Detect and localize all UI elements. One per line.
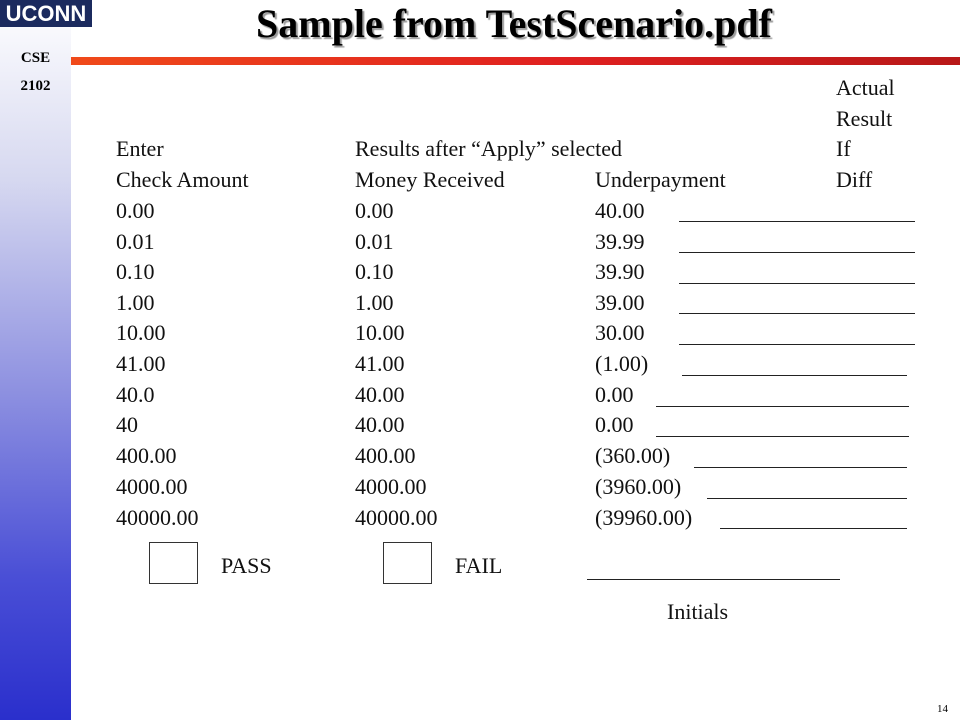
actual-result-blank: [707, 498, 907, 499]
money-received-cell: 1.00: [355, 290, 394, 315]
money-received-cell: 4000.00: [355, 474, 427, 499]
course-code: CSE: [20, 50, 51, 66]
check-amount-cell: 0.10: [116, 259, 155, 284]
underpayment-cell: (39960.00): [595, 505, 693, 530]
course-number: 2102: [20, 78, 51, 94]
fail-checkbox[interactable]: [383, 542, 432, 584]
money-received-cell: 40.00: [355, 412, 405, 437]
header-results: Results after “Apply” selected: [355, 136, 622, 161]
actual-result-blank: [679, 344, 915, 345]
actual-result-blank: [679, 313, 915, 314]
check-amount-cell: 40: [116, 412, 138, 437]
actual-result-blank: [720, 528, 907, 529]
underpayment-cell: 39.00: [595, 290, 645, 315]
money-received-cell: 0.01: [355, 229, 394, 254]
header-enter: Enter: [116, 136, 164, 161]
check-amount-cell: 0.00: [116, 198, 155, 223]
header-check-amount: Check Amount: [116, 167, 249, 192]
fail-label: FAIL: [455, 553, 503, 578]
check-amount-cell: 10.00: [116, 320, 166, 345]
money-received-cell: 40000.00: [355, 505, 438, 530]
header-if: If: [836, 136, 851, 161]
uconn-logo: UCONN: [0, 0, 92, 27]
initials-blank: [587, 579, 840, 580]
money-received-cell: 0.10: [355, 259, 394, 284]
underpayment-cell: (3960.00): [595, 474, 682, 499]
check-amount-cell: 4000.00: [116, 474, 188, 499]
check-amount-cell: 40000.00: [116, 505, 199, 530]
actual-result-blank: [679, 252, 915, 253]
actual-result-blank: [694, 467, 907, 468]
actual-result-blank: [656, 406, 909, 407]
underpayment-cell: 39.99: [595, 229, 645, 254]
money-received-cell: 41.00: [355, 351, 405, 376]
page-number: 14: [937, 703, 948, 715]
money-received-cell: 10.00: [355, 320, 405, 345]
actual-result-blank: [679, 283, 915, 284]
underpayment-cell: 0.00: [595, 412, 634, 437]
money-received-cell: 400.00: [355, 443, 416, 468]
underpayment-cell: (1.00): [595, 351, 649, 376]
check-amount-cell: 1.00: [116, 290, 155, 315]
header-actual: Actual: [836, 75, 895, 100]
slide-title: Sample from TestScenario.pdf: [256, 1, 772, 46]
header-underpayment: Underpayment: [595, 167, 726, 192]
money-received-cell: 40.00: [355, 382, 405, 407]
check-amount-cell: 41.00: [116, 351, 166, 376]
actual-result-blank: [656, 436, 909, 437]
check-amount-cell: 40.0: [116, 382, 155, 407]
actual-result-blank: [682, 375, 907, 376]
header-result: Result: [836, 106, 893, 131]
initials-label: Initials: [667, 599, 729, 624]
underpayment-cell: 40.00: [595, 198, 645, 223]
actual-result-blank: [679, 221, 915, 222]
underpayment-cell: 0.00: [595, 382, 634, 407]
pass-checkbox[interactable]: [149, 542, 198, 584]
header-diff: Diff: [836, 167, 873, 192]
check-amount-cell: 400.00: [116, 443, 177, 468]
header-money-received: Money Received: [355, 167, 505, 192]
underpayment-cell: (360.00): [595, 443, 671, 468]
money-received-cell: 0.00: [355, 198, 394, 223]
underpayment-cell: 39.90: [595, 259, 645, 284]
underpayment-cell: 30.00: [595, 320, 645, 345]
pass-label: PASS: [221, 553, 272, 578]
check-amount-cell: 0.01: [116, 229, 155, 254]
